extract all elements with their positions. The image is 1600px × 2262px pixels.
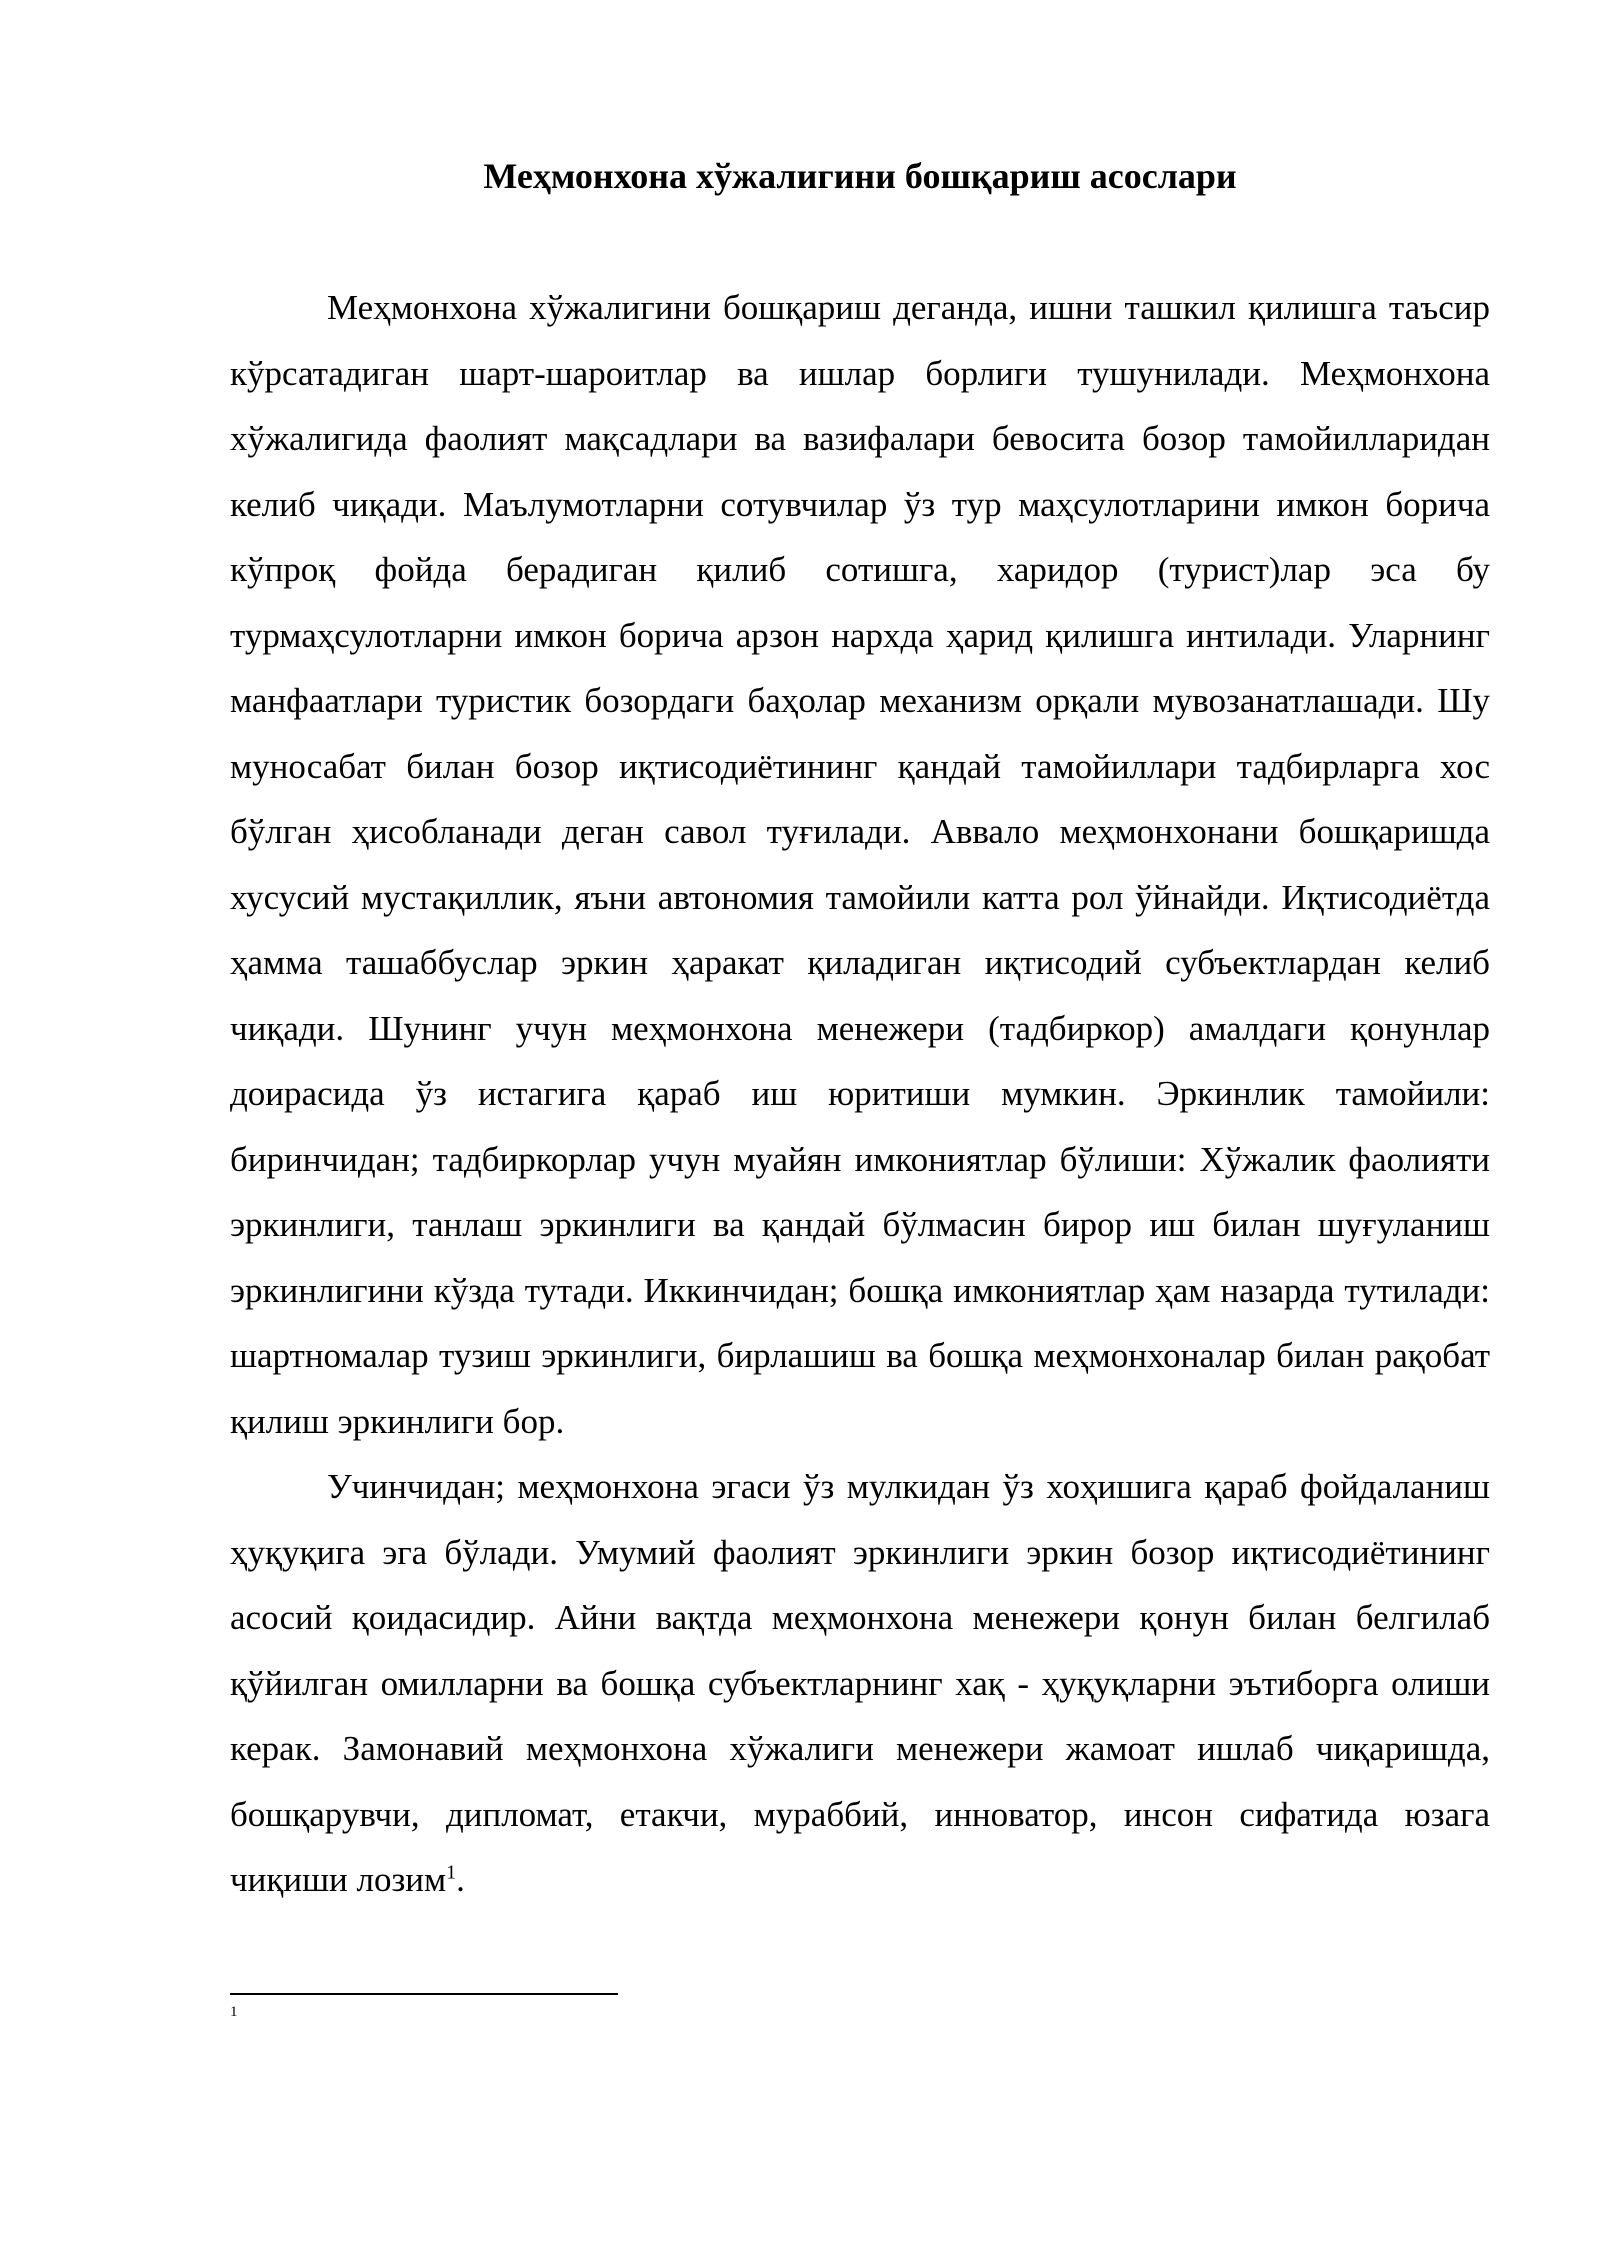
footnote-number: 1 xyxy=(230,2004,238,2020)
paragraph-1 xyxy=(230,275,1490,1454)
footnote-reference[interactable]: 1 xyxy=(446,1861,457,1884)
paragraph-2 xyxy=(230,1454,1490,1913)
paragraph-2-text: Учинчидан; меҳмонхона эгаси ўз мулкидан ўз хоҳишига қараб фойдаланиш ҳуқуқига эга бўлади. Умумий фаолият эркинлиги эркин бозор иқтисодиётининг асосий қоидасидир. Айни вақтда меҳмонхона менежери қонун билан белгилаб қўйилган омилларни ва бошқа субъектларнинг хақ - ҳуқуқларни эътиборга олиши керак. Замонавий меҳмонхона хўжалиги менежери жамоат ишлаб чиқаришда, бошқарувчи, дипломат, етакчи, мураббий, инноватор, инсон сифатида юзага чиқиши лозим xyxy=(230,1467,1490,1899)
paragraph-2-tail: . xyxy=(456,1860,465,1899)
document-title: Меҳмонхона хўжалигини бошқариш асослари xyxy=(483,156,1237,196)
document-body xyxy=(230,275,1490,1913)
footnote-separator xyxy=(230,1993,618,1995)
paragraph-1-text: Меҳмонхона хўжалигини бошқариш деганда, ишни ташкил қилишга таъсир кўрсатадиган шарт-шароитлар ва ишлар борлиги тушунилади. Меҳмонхона хўжалигида фаолият мақсадлари ва вазифалари бевосита бозор тамойилларидан келиб чиқади. Маълумотларни сотувчилар ўз тур маҳсулотларини имкон борича кўпроқ фойда берадиган қилиб сотишга, харидор (турист)лар эса бу турмаҳсулотларни имкон борича арзон нархда ҳарид қилишга интилади. Уларнинг манфаатлари туристик бозордаги баҳолар механизм орқали мувозанатлашади. Шу муносабат билан бозор иқтисодиётининг қандай тамойиллари тадбирларга хос бўлган ҳисобланади деган савол туғилади. Аввало меҳмонхонани бошқаришда хусусий мустақиллик, яъни автономия тамойили катта рол ўйнайди. Иқтисодиётда ҳамма ташаббуслар эркин ҳаракат қиладиган иқтисодий субъектлардан келиб чиқади. Шунинг учун меҳмонхона менежери (тадбиркор) амалдаги қонунлар доирасида ўз истагига қараб иш юритиши мумкин. Эркинлик тамойили: биринчидан; тадбиркорлар учун муайян имкониятлар бўлиши: Хўжалик фаолияти эркинлиги, танлаш эркинлиги ва қандай бўлмасин бирор иш билан шуғуланиш эркинлигини кўзда тутади. Иккинчидан; бошқа имкониятлар ҳам назарда тутилади: шартномалар тузиш эркинлиги, бирлашиш ва бошқа меҳмонхоналар билан рақобат қилиш эркинлиги бор. xyxy=(230,288,1490,1441)
